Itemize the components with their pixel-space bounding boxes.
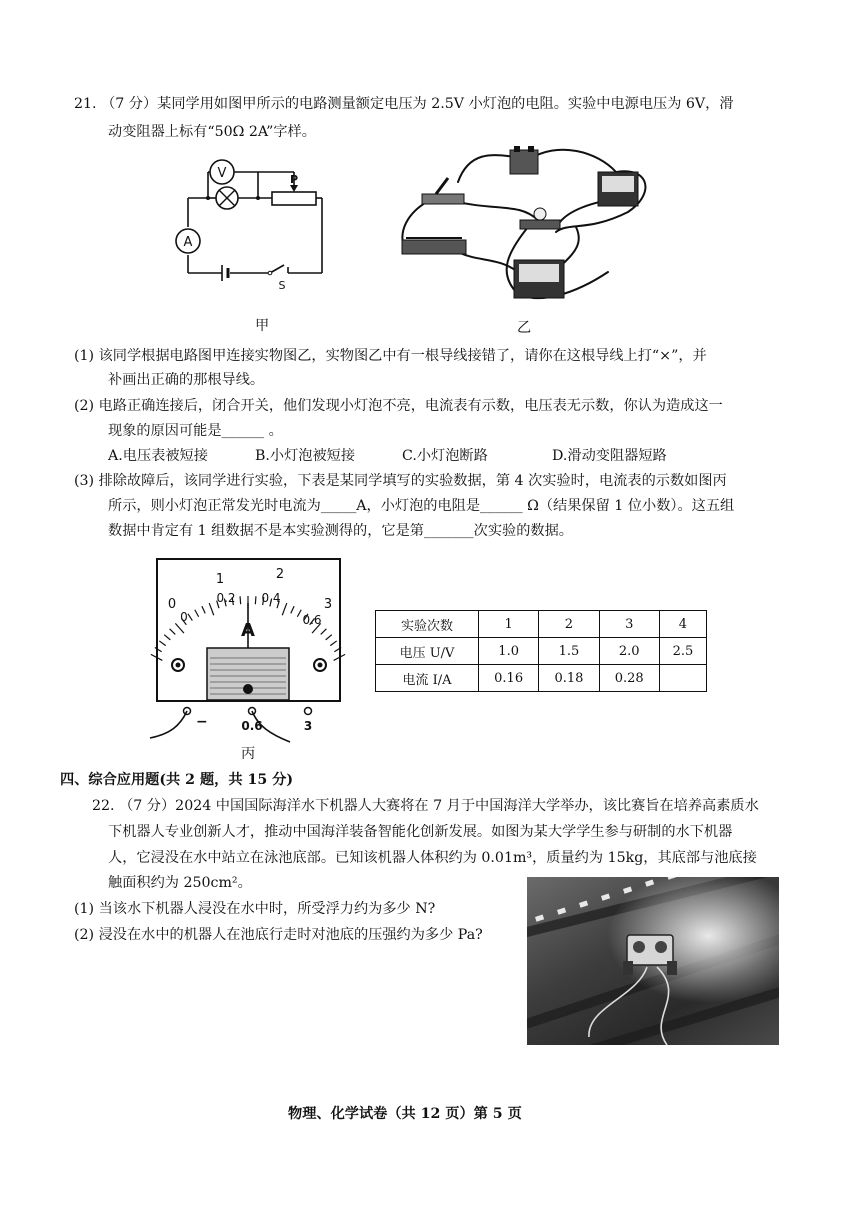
table-cell: 1.5: [539, 638, 599, 665]
table-cell: 0.28: [599, 665, 659, 692]
q22-part1: (1) 当该水下机器人浸没在水中时，所受浮力约为多少 N?: [74, 901, 436, 917]
q22-line-2: 下机器人专业创新人才，推动中国海洋装备智能化创新发展。如图为某大学学生参与研制的水下机器: [108, 824, 733, 840]
option-a: A.电压表被短接: [108, 448, 208, 464]
q21-part1-line-1: (1) 该同学根据电路图甲连接实物图乙，实物图乙中有一根导线接错了，请你在这根导线上打“×”，并: [74, 348, 707, 364]
circuit-diagram-jia: [170, 155, 330, 295]
scale-bottom-0-6: 0.6: [302, 613, 322, 627]
lamp-symbol: [216, 187, 238, 209]
physical-circuit-yi: [388, 142, 660, 307]
option-c: C.小灯泡断路: [402, 448, 488, 464]
scale-tick: [240, 596, 241, 604]
underwater-robot-photo: [527, 877, 779, 1045]
table-cell: 1.0: [479, 638, 539, 665]
table-cell: 3: [599, 611, 659, 638]
q21-part2-line-2: 现象的原因可能是______ 。: [108, 423, 283, 439]
ammeter-label: A: [183, 235, 193, 250]
table-row: [376, 665, 707, 692]
option-b: B.小灯泡被短接: [255, 448, 356, 464]
table-cell: 2.5: [659, 638, 706, 665]
unit-label: A: [241, 620, 255, 641]
table-cell: 4: [659, 611, 706, 638]
voltmeter-label: V: [217, 166, 227, 181]
scale-top-3: 3: [323, 597, 333, 612]
q22-line-4: 触面积约为 250cm²。: [108, 875, 252, 891]
battery-box: [510, 150, 538, 174]
terminal-0-6: 0.6: [241, 719, 263, 733]
fig-yi-caption: 乙: [517, 320, 532, 336]
fig-bing-caption: 丙: [241, 746, 256, 762]
scale-top-2: 2: [275, 567, 285, 582]
section-4-heading: 四、综合应用题(共 2 题，共 15 分): [60, 772, 294, 788]
scale-bottom-0-2: 0.2: [216, 591, 236, 605]
terminal-3: 3: [303, 719, 313, 733]
q22-part2: (2) 浸没在水中的机器人在池底行走时对池底的压强约为多少 Pa?: [74, 927, 483, 943]
table-cell: 0.18: [539, 665, 599, 692]
scale-bottom-0-4: 0.4: [261, 591, 281, 605]
scale-top-1: 1: [215, 572, 225, 587]
fig-jia-caption: 甲: [255, 318, 270, 334]
table-cell: 实验次数: [376, 611, 479, 638]
q21-part1-line-2: 补画出正确的那根导线。: [108, 372, 265, 388]
scale-bottom-0: 0: [180, 610, 188, 624]
q21-part3-line-2: 所示，则小灯泡正常发光时电流为_____A，小灯泡的电阻是______ Ω（结果保留 1 位小数）。这五组: [108, 498, 735, 514]
ammeter-dial-bing: [140, 556, 355, 746]
slider-label: P: [289, 173, 299, 186]
table-cell: 1: [479, 611, 539, 638]
scale-tick: [255, 596, 256, 604]
table-row: [376, 638, 707, 665]
q21-line-1: 21. （7 分）某同学用如图甲所示的电路测量额定电压为 2.5V 小灯泡的电阻。实验中电源电压为 6V，滑: [74, 96, 734, 112]
q21-part2-line-1: (2) 电路正确连接后，闭合开关，他们发现小灯泡不亮，电流表有示数，电压表无示数，你认为造成这一: [74, 398, 723, 414]
table-cell: 2: [539, 611, 599, 638]
table-header-row: [376, 611, 707, 638]
table-cell: 电流 I/A: [376, 665, 479, 692]
switch-label: S: [278, 279, 286, 292]
q21-part3-line-1: (3) 排除故障后，该同学进行实验，下表是某同学填写的实验数据，第 4 次实验时，电流表的示数如图丙: [74, 473, 727, 489]
q21-line-2: 动变阻器上标有“50Ω 2A”字样。: [108, 124, 316, 140]
terminal-negative: −: [196, 714, 208, 730]
table-cell: 电压 U/V: [376, 638, 479, 665]
q22-line-1: 22. （7 分）2024 中国国际海洋水下机器人大赛将在 7 月于中国海洋大学举办，该比赛旨在培养高素质水: [92, 798, 759, 814]
q21-part3-line-3: 数据中肯定有 1 组数据不是本实验测得的，它是第_______次实验的数据。: [108, 523, 573, 539]
q22-line-3: 人，它浸没在水中站立在泳池底部。已知该机器人体积约为 0.01m³，质量约为 15kg，其底部与池底接: [108, 850, 757, 866]
table-cell: 0.16: [479, 665, 539, 692]
data-table: [375, 610, 707, 692]
scale-top-0: 0: [167, 597, 177, 612]
option-d: D.滑动变阻器短路: [552, 448, 667, 464]
table-cell: [659, 665, 706, 692]
page-footer: 物理、化学试卷（共 12 页）第 5 页: [288, 1106, 522, 1122]
table-cell: 2.0: [599, 638, 659, 665]
